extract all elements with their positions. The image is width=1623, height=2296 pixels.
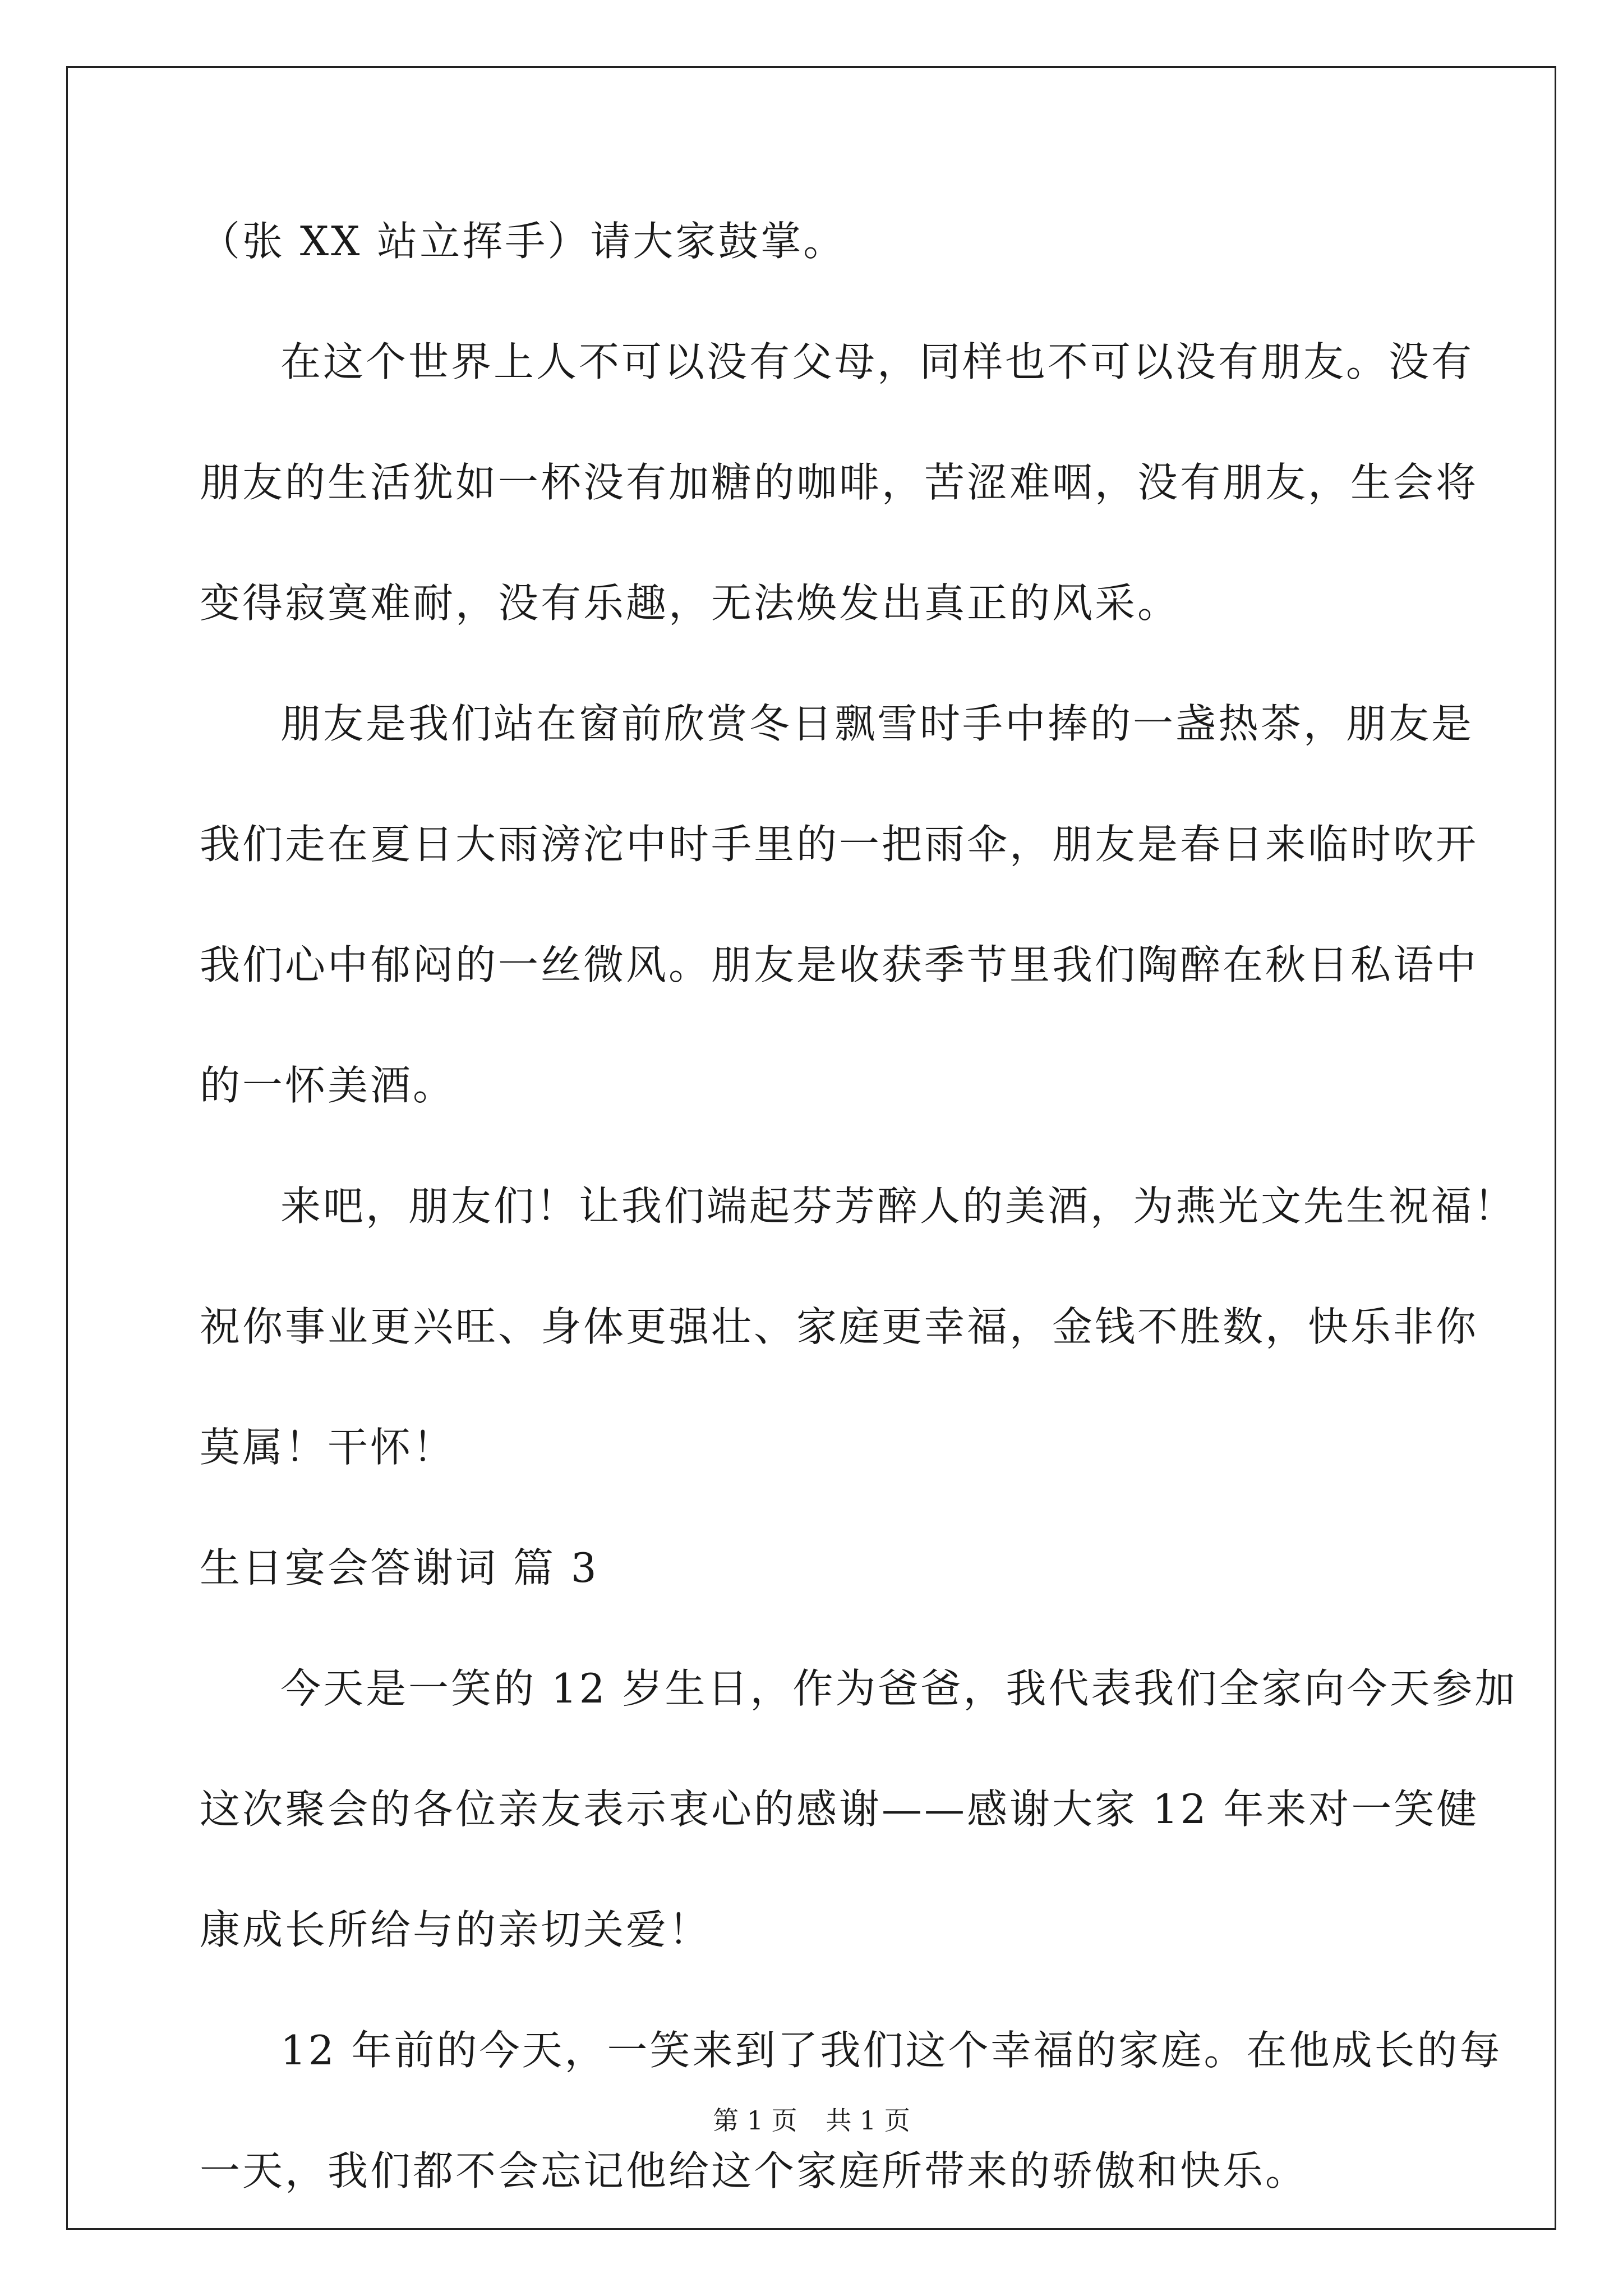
text-line: 我们走在夏日大雨滂沱中时手里的一把雨伞，朋友是春日来临时吹开 — [200, 821, 1479, 868]
text-line: 变得寂寞难耐，没有乐趣，无法焕发出真正的风采。 — [200, 579, 1181, 627]
text-line: 这次聚会的各位亲友表示衷心的感谢——感谢大家 12 年来对一笑健 — [200, 1786, 1479, 1833]
page-footer — [0, 2104, 1623, 2137]
page-number: 第 1 页 — [713, 2105, 797, 2136]
text-line: 的一怀美酒。 — [200, 1062, 456, 1109]
text-line: 康成长所给与的亲切关爱！ — [200, 1906, 712, 1953]
paragraph-start-line: 今天是一笑的 12 岁生日，作为爸爸，我代表我们全家向今天参加 — [280, 1665, 1518, 1712]
paragraph-start-line: 12 年前的今天，一笑来到了我们这个幸福的家庭。在他成长的每 — [280, 2027, 1502, 2074]
text-line: 我们心中郁闷的一丝微风。朋友是收获季节里我们陶醉在秋日私语中 — [200, 941, 1479, 988]
paragraph-start-line: 朋友是我们站在窗前欣赏冬日飘雪时手中捧的一盏热茶，朋友是 — [280, 700, 1474, 747]
section-heading: 生日宴会答谢词 篇 3 — [200, 1544, 599, 1591]
text-line: 一天，我们都不会忘记他给这个家庭所带来的骄傲和快乐。 — [200, 2147, 1308, 2194]
text-line: 朋友的生活犹如一杯没有加糖的咖啡，苦涩难咽，没有朋友，生会将 — [200, 459, 1479, 506]
paragraph-start-line: 来吧，朋友们！让我们端起芬芳醉人的美酒，为燕光文先生祝福！ — [280, 1182, 1517, 1230]
page-total: 共 1 页 — [826, 2105, 910, 2136]
document-body — [200, 213, 1518, 2263]
text-line: 祝你事业更兴旺、身体更强壮、家庭更幸福，金钱不胜数，快乐非你 — [200, 1303, 1479, 1350]
text-line: （张 XX 站立挥手）请大家鼓掌。 — [200, 218, 846, 265]
paragraph-start-line: 在这个世界上人不可以没有父母，同样也不可以没有朋友。没有 — [280, 338, 1474, 385]
text-line: 莫属！干怀！ — [200, 1424, 456, 1471]
